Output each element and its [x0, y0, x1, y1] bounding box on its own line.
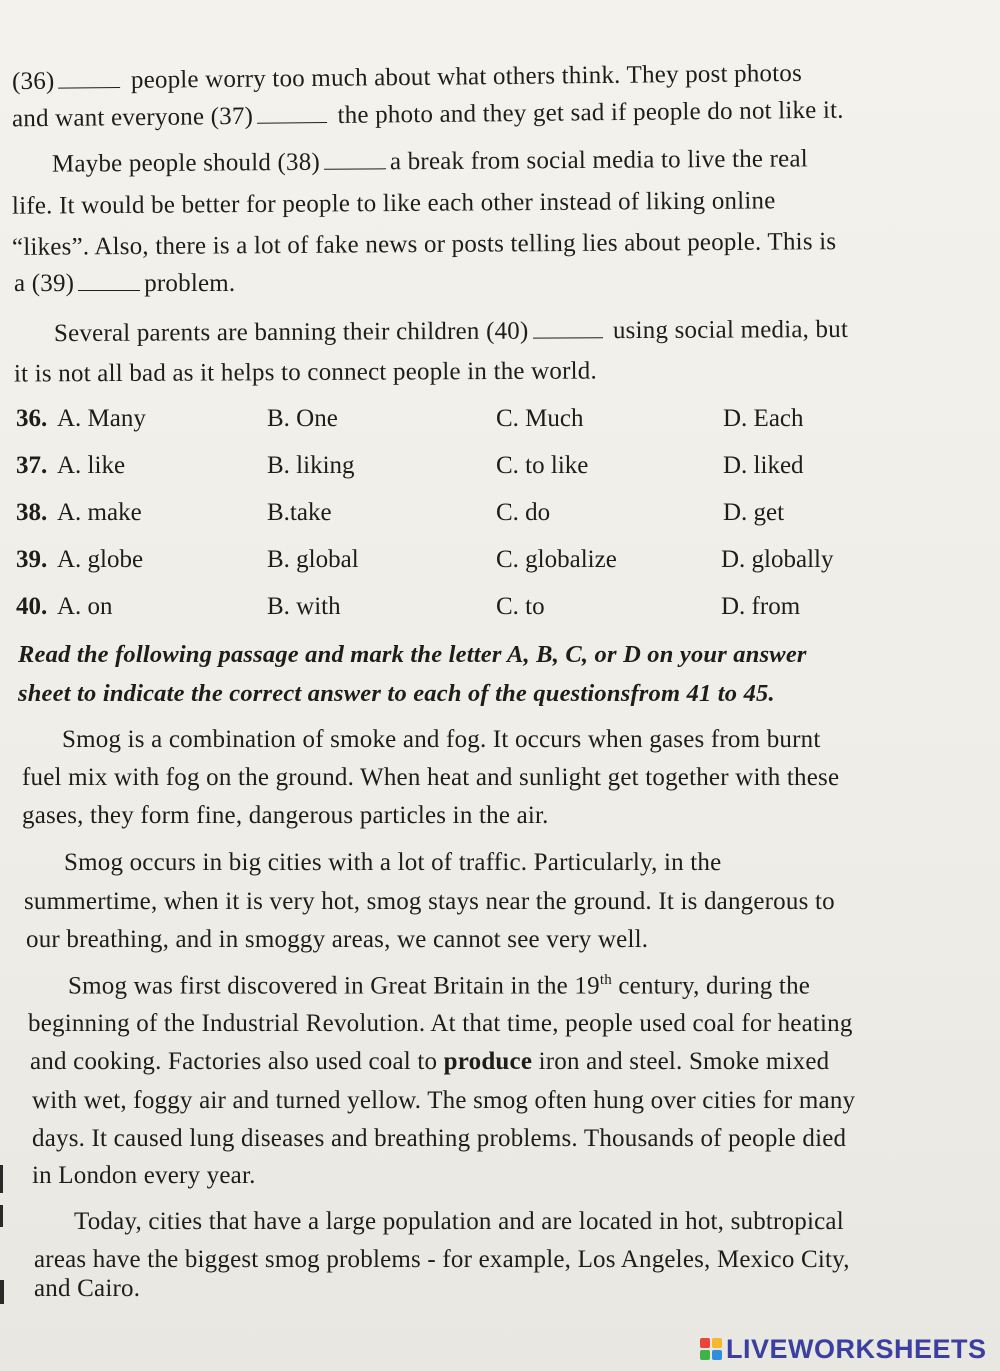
option-c[interactable]: C. do — [496, 499, 551, 526]
option-d[interactable]: D. liked — [723, 452, 804, 479]
instruction-line2: sheet to indicate the correct answer to each of the questionsfrom 41 to 45. — [18, 680, 775, 707]
question-number: 39. — [16, 546, 48, 573]
instruction-line1: Read the following passage and mark the letter A, B, C, or D on your answer — [18, 641, 807, 668]
option-b[interactable]: B. with — [267, 593, 341, 620]
option-a[interactable]: A. make — [57, 499, 142, 526]
question-number: 38. — [16, 499, 48, 526]
p3-line1-end: century, during the — [611, 972, 811, 1000]
option-c[interactable]: C. globalize — [496, 546, 617, 573]
p3-line1-start: Smog was first discovered in Great Britain in the 19 — [68, 972, 600, 1000]
margin-mark — [0, 1280, 4, 1304]
option-b[interactable]: B. One — [267, 405, 338, 432]
option-b[interactable]: B.take — [267, 499, 332, 526]
option-a[interactable]: A. globe — [57, 546, 144, 573]
option-d[interactable]: D. Each — [723, 405, 804, 432]
passage1-line6-text: problem. — [144, 270, 236, 297]
bold-word-produce: produce — [443, 1048, 533, 1075]
blank-38[interactable] — [324, 167, 386, 169]
blank-39-label: a (39) — [14, 270, 75, 297]
passage1-line2-text: the photo and they get sad if people do not like it. — [337, 96, 844, 129]
question-37 — [0, 452, 1000, 486]
option-c[interactable]: C. to — [496, 593, 545, 620]
passage2-p1-line1: Smog is a combination of smoke and fog. It occurs when gases from burnt — [62, 726, 821, 753]
blank-40-label: Several parents are banning their children (40) — [53, 317, 529, 348]
passage1-line7-text: using social media, but — [612, 315, 849, 345]
p3-line1-superscript: th — [599, 972, 612, 988]
question-number: 36. — [16, 405, 48, 432]
p3-line3-start: and cooking. Factories also used coal to — [30, 1048, 444, 1075]
question-39 — [0, 546, 1000, 580]
passage1-line6 — [14, 270, 235, 298]
liveworksheets-logo — [700, 1333, 987, 1365]
blank-37[interactable] — [257, 121, 327, 124]
blank-40[interactable] — [533, 336, 603, 338]
blank-36-label: (36) — [11, 67, 55, 96]
option-b[interactable]: B. global — [267, 546, 359, 573]
blank-37-label: and want everyone (37) — [11, 102, 254, 133]
passage2-p2-line1: Smog occurs in big cities with a lot of traffic. Particularly, in the — [64, 849, 722, 876]
question-40 — [0, 593, 1000, 627]
passage2-p4-line3: and Cairo. — [34, 1275, 141, 1302]
question-number: 37. — [16, 452, 48, 479]
blank-36[interactable] — [59, 86, 121, 89]
passage2-p3-line3 — [30, 1048, 829, 1076]
liveworksheets-logo-text: LIVEWORKSHEETS — [726, 1333, 987, 1364]
passage2-p3-line2: beginning of the Industrial Revolution. At that time, people used coal for heating — [28, 1010, 853, 1037]
option-c[interactable]: C. to like — [496, 452, 589, 479]
option-b[interactable]: B. liking — [267, 452, 355, 479]
option-a[interactable]: A. like — [57, 452, 126, 479]
option-d[interactable]: D. get — [723, 499, 785, 526]
passage1-line7 — [54, 316, 848, 348]
margin-mark — [0, 1205, 3, 1227]
passage2-p3-line6: in London every year. — [32, 1162, 256, 1189]
passage1-line3-text: a break from social media to live the real — [389, 145, 808, 176]
passage1-line3 — [52, 145, 808, 178]
option-a[interactable]: A. on — [57, 593, 113, 620]
passage2-p1-line3: gases, they form fine, dangerous particles in the air. — [22, 802, 549, 829]
question-36 — [0, 405, 1000, 439]
margin-mark — [0, 1165, 3, 1193]
passage1-line1-text: people worry too much about what others think. They post photos — [130, 59, 803, 94]
option-c[interactable]: C. Much — [496, 405, 584, 432]
passage2-p3-line5: days. It caused lung diseases and breathing problems. Thousands of people died — [32, 1125, 847, 1152]
option-d[interactable]: D. from — [721, 593, 801, 620]
question-38 — [0, 499, 1000, 533]
passage1-line8: it is not all bad as it helps to connect people in the world. — [13, 357, 597, 388]
passage2-p4-line1: Today, cities that have a large population and are located in hot, subtropical — [74, 1208, 844, 1235]
passage1-line4: life. It would be better for people to like each other instead of liking online — [11, 187, 776, 220]
option-d[interactable]: D. globally — [721, 546, 834, 573]
passage2-p3-line1 — [68, 972, 810, 1000]
passage2-p2-line2: summertime, when it is very hot, smog stays near the ground. It is dangerous to — [24, 888, 835, 915]
liveworksheets-logo-icon — [700, 1338, 722, 1360]
question-number: 40. — [16, 593, 48, 620]
passage1-line1 — [12, 60, 802, 96]
passage2-p2-line3: our breathing, and in smoggy areas, we cannot see very well. — [26, 926, 649, 953]
passage1-line5: “likes”. Also, there is a lot of fake news or posts telling lies about people. This is — [11, 228, 837, 261]
p3-line3-end: iron and steel. Smoke mixed — [532, 1048, 830, 1075]
passage1-line2 — [12, 97, 844, 134]
blank-38-label: Maybe people should (38) — [51, 148, 321, 178]
passage2-p1-line2: fuel mix with fog on the ground. When heat and sunlight get together with these — [22, 764, 840, 791]
passage2-p4-line2: areas have the biggest smog problems - for example, Los Angeles, Mexico City, — [34, 1246, 850, 1273]
blank-39[interactable] — [78, 289, 140, 291]
option-a[interactable]: A. Many — [57, 405, 146, 432]
passage2-p3-line4: with wet, foggy air and turned yellow. The smog often hung over cities for many — [32, 1087, 856, 1114]
